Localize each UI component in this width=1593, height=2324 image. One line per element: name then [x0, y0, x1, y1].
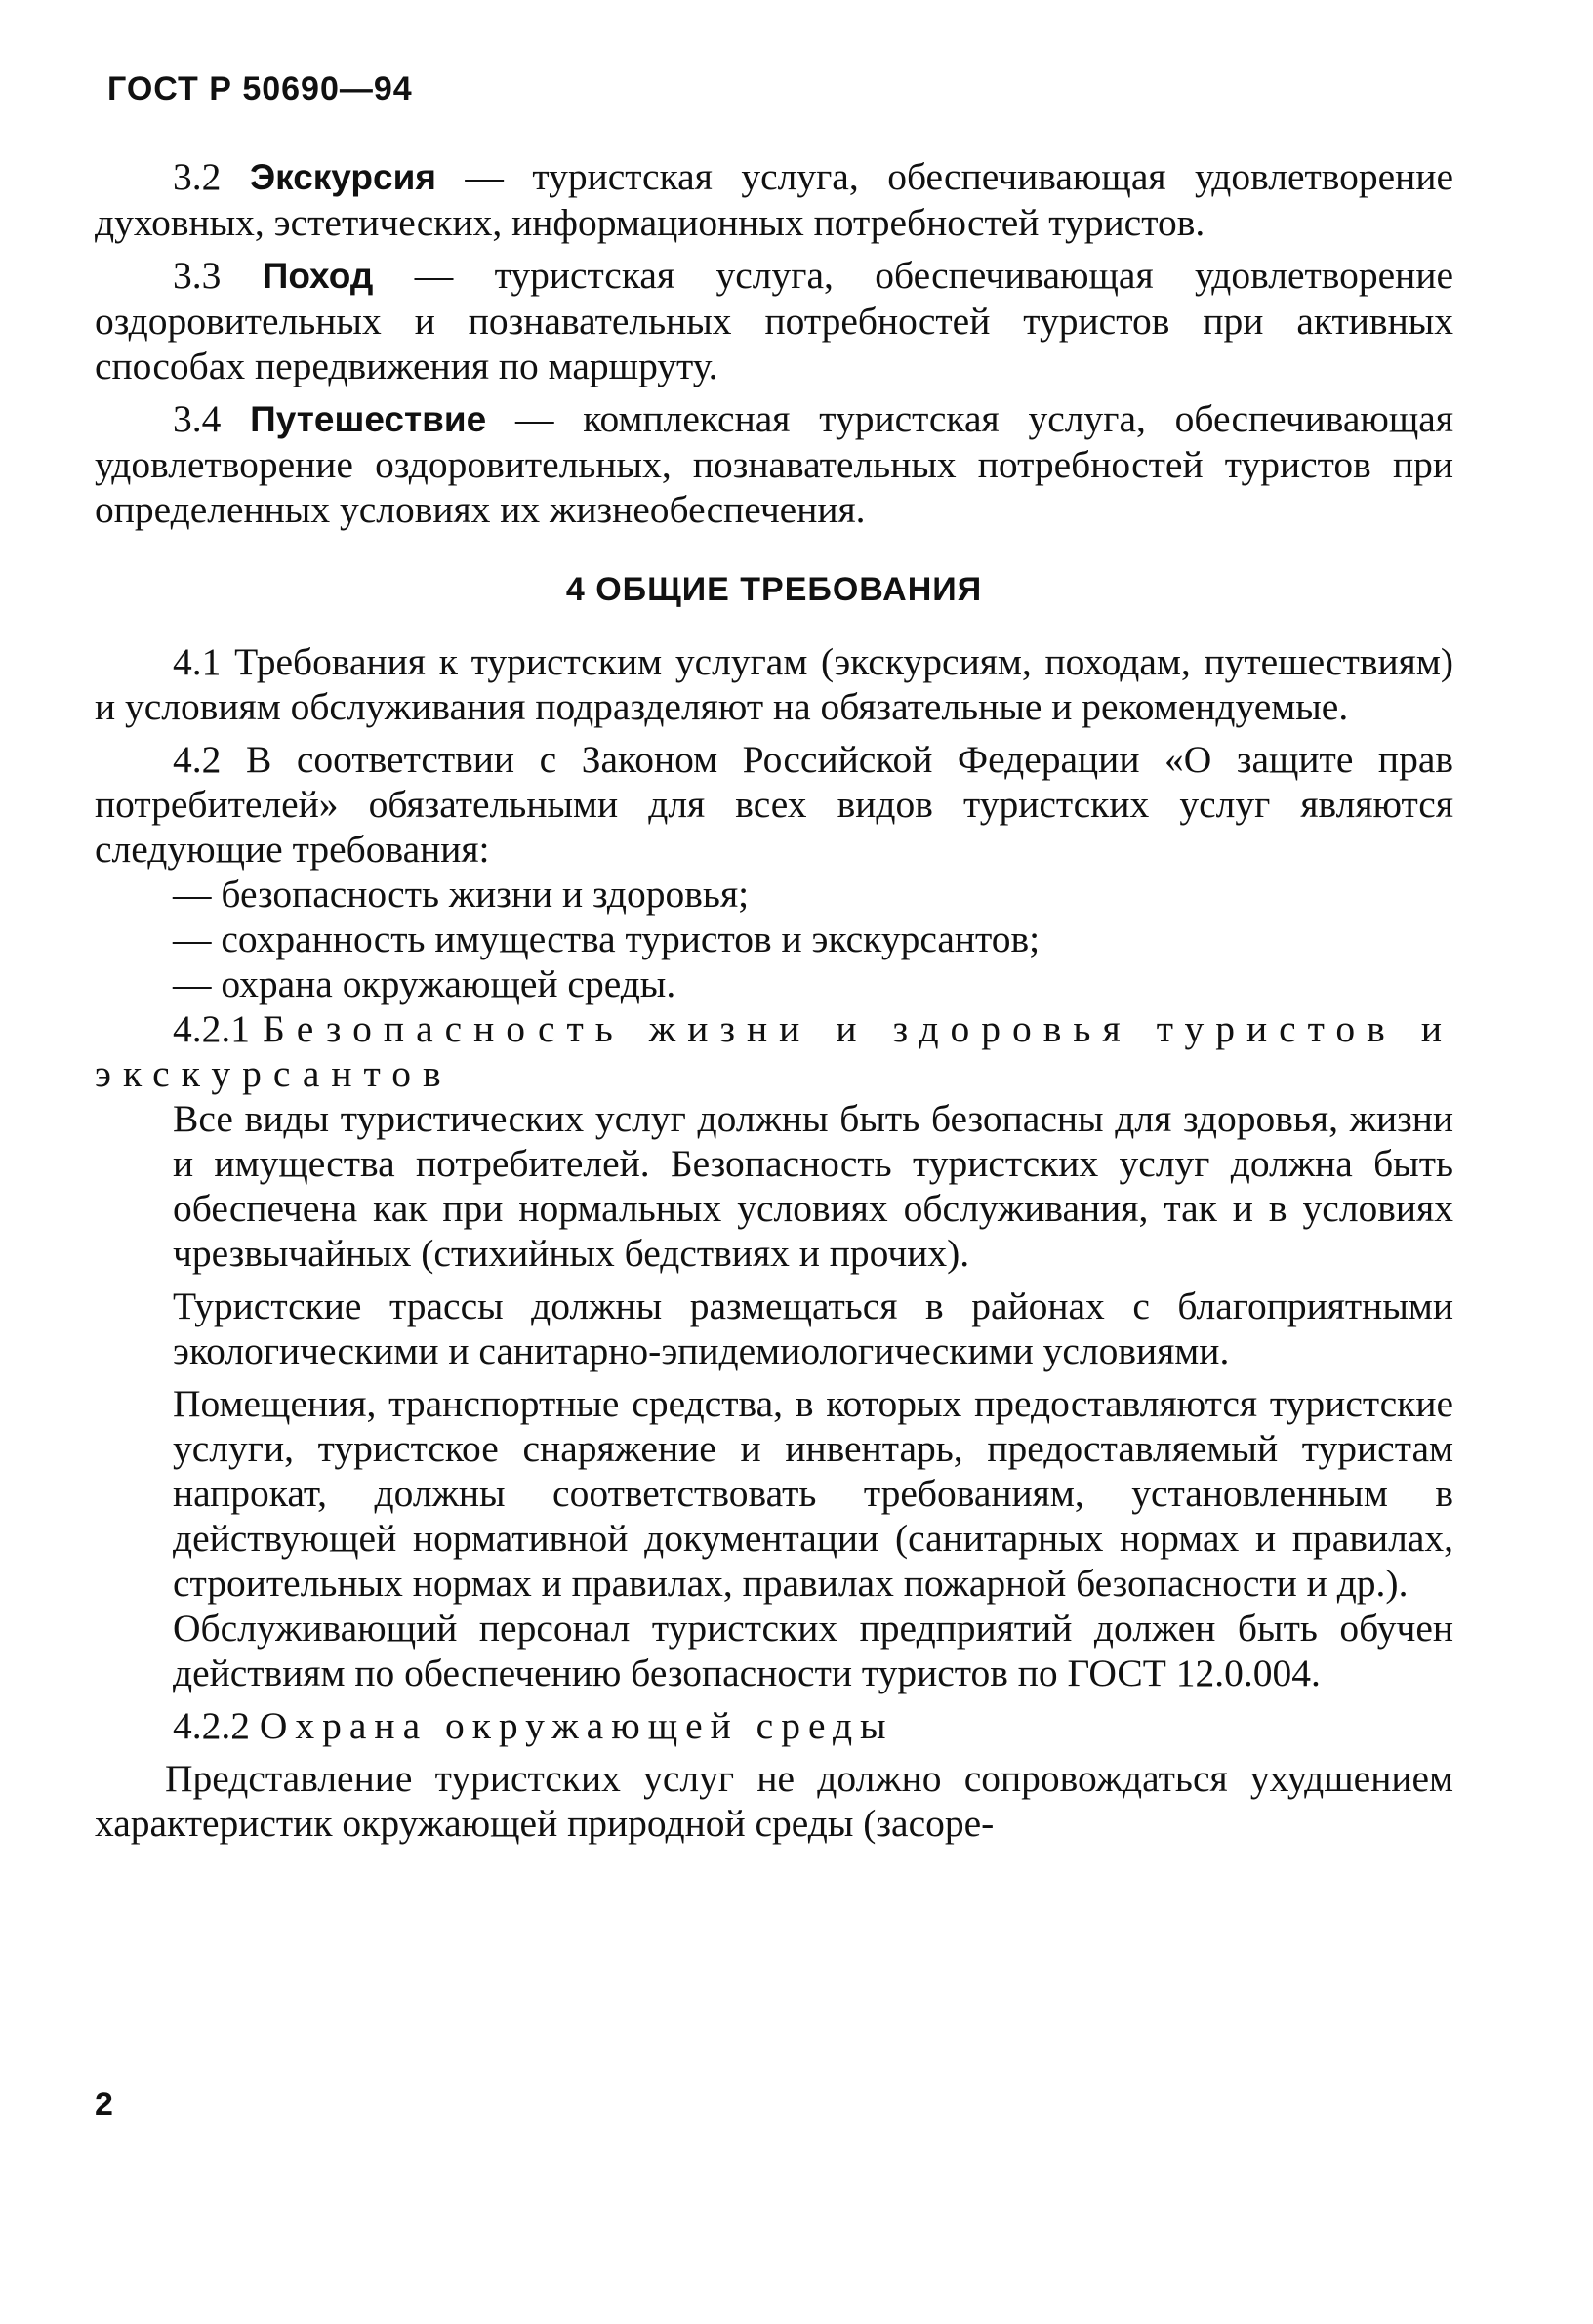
paragraph: Все виды туристических услуг должны быть безопасны для здоровья, жизни и имущества потребителей. Безопасность туристских услуг должна быть обеспечена как при нормальных условиях обслуживания, так и в условиях чрезвычайных (стихийных бедствиях и прочих). [173, 1097, 1453, 1275]
page-content [95, 154, 1453, 1846]
clause-3-4 [95, 396, 1453, 532]
paragraph: Помещения, транспортные средства, в которых предоставляются туристские услуги, туристское снаряжение и инвентарь, предоставляемый туристам напрокат, должны соответствовать требованиям, установленным в действующей нормативной документации (санитарных нормах и правилах, строительных нормах и правилах, правилах пожарной безопасности и др.). [173, 1382, 1453, 1605]
clause-4-2-1-title [95, 1006, 1453, 1096]
clause-number: 3.3 [173, 254, 263, 297]
term-journey: Путешествие [250, 399, 487, 439]
clause-number: 3.4 [173, 397, 251, 440]
section-heading: 4 ОБЩИЕ ТРЕБОВАНИЯ [565, 571, 983, 608]
clause-number: 4.2.1 [173, 1007, 264, 1050]
clause-number: 3.2 [173, 155, 250, 198]
clause-4-2: 4.2 В соответствии с Законом Российской Федерации «О защите прав потребителей» обязательными для всех видов туристских услуг являются следующие требования: [95, 738, 1453, 871]
paragraph: Обслуживающий персонал туристских предприятий должен быть обучен действиям по обеспечению безопасности туристов по ГОСТ 12.0.004. [173, 1607, 1453, 1694]
definition-text: — туристская услуга, обеспечивающая удовлетворение духовных, эстетических, информационных потребностей туристов. [95, 155, 1453, 244]
page-number: 2 [95, 2086, 113, 2123]
paragraph: Представление туристских услуг не должно сопровождаться ухудшением характеристик окружающей природной среды (засоре- [95, 1757, 1453, 1845]
clause-4-1: 4.1 Требования к туристским услугам (экскурсиям, походам, путешествиям) и условиям обслуживания подразделяют на обязательные и рекомендуемые. [95, 640, 1453, 728]
list-item: — сохранность имущества туристов и экскурсантов; [173, 917, 1041, 960]
clause-number: 4.2.2 [173, 1704, 260, 1747]
standard-code: ГОСТ Р 50690—94 [107, 70, 413, 107]
definition-text: — комплексная туристская услуга, обеспечивающая удовлетворение оздоровительных, познавательных потребностей туристов при определенных условиях их жизнеобеспечения. [95, 397, 1453, 531]
list-item: — безопасность жизни и здоровья; [173, 873, 750, 916]
list-item: — охрана окружающей среды. [173, 962, 676, 1005]
paragraph: Туристские трассы должны размещаться в районах с благоприятными экологическими и санитарно-эпидемиологическими условиями. [173, 1284, 1453, 1372]
clause-title: Безопасность жизни и здоровья туристов и экскурсантов [95, 1007, 1454, 1095]
term-hike: Поход [262, 256, 374, 296]
term-excursion: Экскурсия [249, 157, 436, 197]
clause-3-2 [95, 154, 1453, 245]
clause-title: Охрана окружающей среды [259, 1704, 894, 1747]
clause-3-3 [95, 253, 1453, 388]
definition-text: — туристская услуга, обеспечивающая удовлетворение оздоровительных и познавательных потребностей туристов при активных способах передвижения по маршруту. [95, 254, 1453, 387]
clause-4-2-2-title [95, 1703, 1453, 1748]
